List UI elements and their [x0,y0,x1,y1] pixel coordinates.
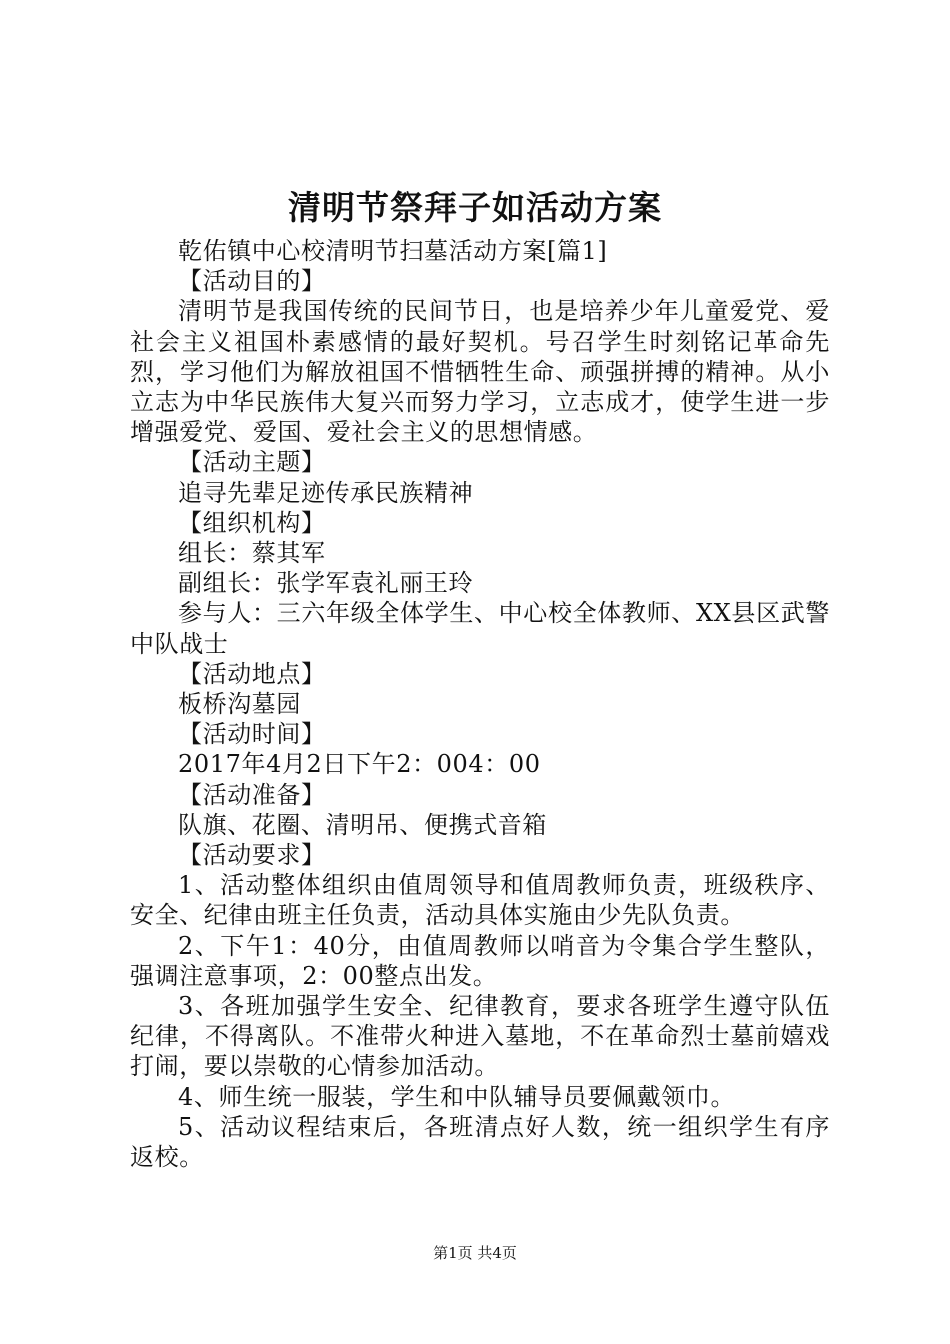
heading-time: 【活动时间】 [178,720,326,749]
page-number-footer: 第1页 共4页 [433,1244,517,1262]
heading-preparation: 【活动准备】 [178,780,326,809]
paragraph-location: 板桥沟墓园 [178,690,301,719]
heading-organization: 【组织机构】 [178,508,326,537]
heading-theme: 【活动主题】 [178,448,326,477]
requirement-item: 4、师生统一服装，学生和中队辅导员要佩戴领巾。 [178,1082,736,1111]
paragraph-time: 2017年4月2日下午2：004：00 [178,750,541,779]
paragraph-intro: 乾佑镇中心校清明节扫墓活动方案[篇1] [178,237,608,265]
paragraph-deputy-leader: 副组长：张学军袁礼丽王玲 [178,569,474,598]
requirement-item: 3、各班加强学生安全、纪律教育，要求各班学生遵守队伍纪律，不得离队。不准带火种进入墓地，不在革命烈士墓前嬉戏打闹，要以崇敬的心情参加活动。 [130,992,830,1081]
document-body [130,236,830,1172]
requirement-item: 1、活动整体组织由值周领导和值周教师负责，班级秩序、安全、纪律由班主任负责，活动具体实施由少先队负责。 [130,871,830,930]
paragraph-leader: 组长：蔡其军 [178,539,326,568]
paragraph-participants: 参与人：三六年级全体学生、中心校全体教师、XX县区武警中队战士 [130,599,830,658]
heading-purpose: 【活动目的】 [178,267,326,296]
requirement-item: 5、活动议程结束后，各班清点好人数，统一组织学生有序返校。 [130,1112,830,1172]
paragraph-preparation: 队旗、花圈、清明吊、便携式音箱 [178,810,547,839]
paragraph-theme: 追寻先辈足迹传承民族精神 [178,478,474,507]
document-title: 清明节祭拜子如活动方案 [288,188,662,227]
heading-location: 【活动地点】 [178,659,326,688]
heading-requirements: 【活动要求】 [178,841,326,870]
requirement-item: 2、下午1：40分，由值周教师以哨音为令集合学生整队，强调注意事项，2：00整点出发。 [130,931,830,990]
paragraph-purpose: 清明节是我国传统的民间节日，也是培养少年儿童爱党、爱社会主义祖国朴素感情的最好契机。号召学生时刻铭记革命先烈，学习他们为解放祖国不惜牺牲生命、顽强拼搏的精神。从小立志为中华民族伟大复兴而努力学习，立志成才，使学生进一步增强爱党、爱国、爱社会主义的思想情感。 [130,297,830,447]
